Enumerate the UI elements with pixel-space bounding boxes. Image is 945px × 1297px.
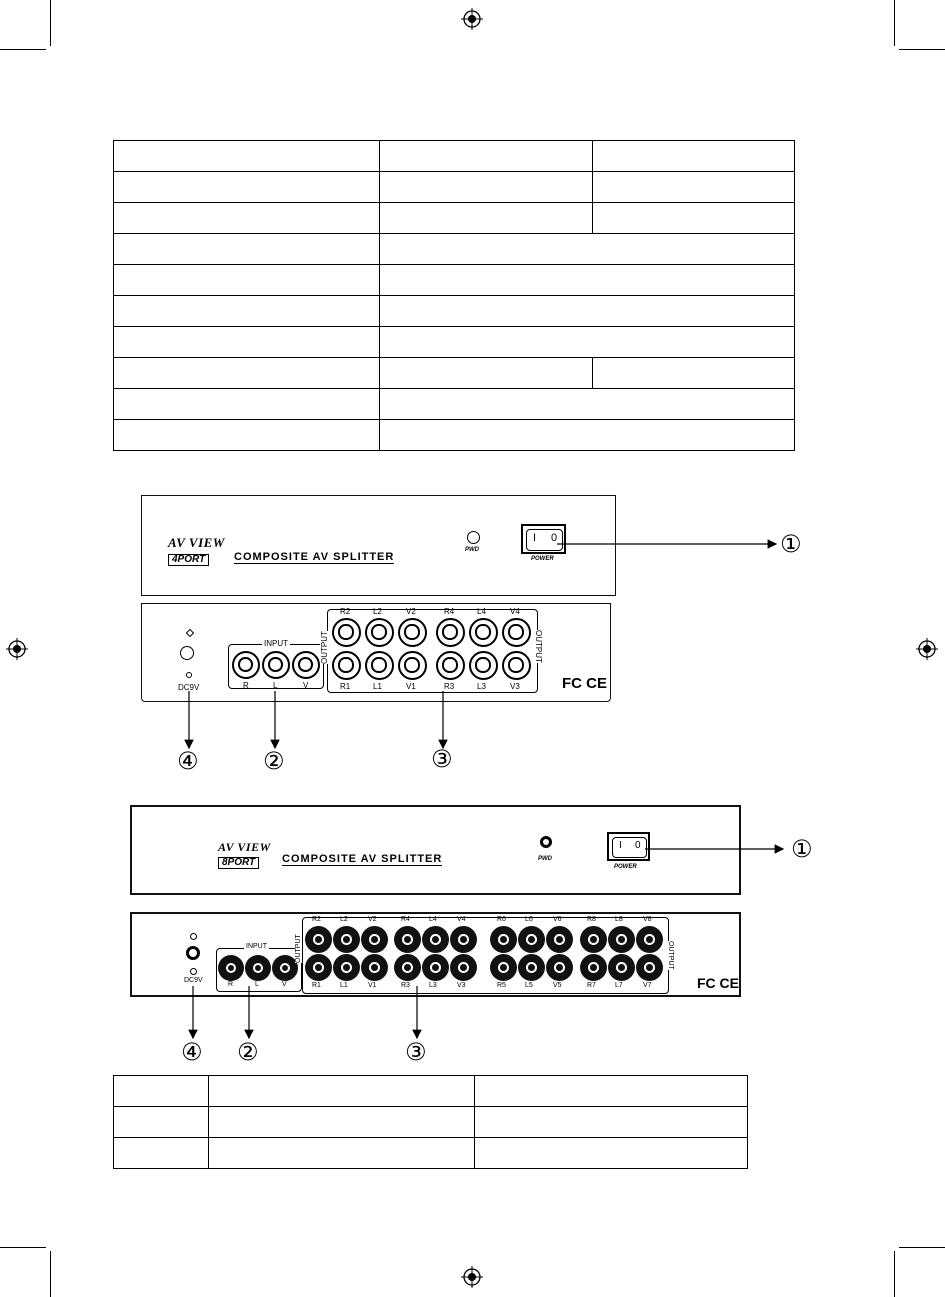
jack-label: R3: [444, 682, 455, 691]
switch-off-mark: 0: [551, 532, 558, 544]
jack-label: R2: [312, 916, 321, 923]
dc-label: DC9V: [178, 683, 200, 692]
jack-label: V1: [406, 682, 416, 691]
power-label: POWER: [614, 864, 637, 870]
jack-label: R2: [340, 607, 351, 616]
jack-label: V3: [457, 982, 466, 989]
jack-label: R: [243, 681, 249, 690]
jack-label: R6: [497, 916, 506, 923]
jack-label: R4: [401, 916, 410, 923]
brand-logo: AV VIEW: [168, 535, 225, 550]
jack-label: R5: [497, 982, 506, 989]
jack-label: L1: [340, 982, 348, 989]
jack-label: R4: [444, 607, 455, 616]
table-row: [114, 1107, 748, 1138]
jack-label: R1: [340, 682, 351, 691]
switch-on-mark: I: [619, 840, 622, 851]
jack-label: L4: [429, 916, 437, 923]
callout-input: ②: [237, 1038, 259, 1066]
callout-input: ②: [263, 747, 285, 775]
pwd-label: PWD: [538, 856, 552, 862]
output-group-label-right: OUTPUT: [667, 941, 674, 970]
output-group-label-right: OUTPUT: [534, 630, 543, 663]
jack-label: V: [303, 681, 309, 690]
jack-label: V2: [406, 607, 416, 616]
certification-marks: FC CE: [697, 975, 739, 991]
jack-label: V4: [510, 607, 520, 616]
jack-label: L2: [373, 607, 382, 616]
jack-label: V3: [510, 682, 520, 691]
input-group-label: INPUT: [264, 639, 288, 648]
jack-label: L: [255, 981, 259, 988]
jack-label: L7: [615, 982, 623, 989]
jack-label: L: [273, 681, 278, 690]
callout-power-switch: ①: [780, 530, 802, 558]
product-name: COMPOSITE AV SPLITTER: [234, 551, 395, 563]
jack-label: V7: [643, 982, 652, 989]
switch-off-mark: 0: [635, 840, 641, 851]
power-label: POWER: [531, 556, 554, 562]
jack-label: L2: [340, 916, 348, 923]
jack-label: V5: [553, 982, 562, 989]
jack-label: V1: [368, 982, 377, 989]
callout-output: ③: [431, 745, 453, 773]
callout-output: ③: [405, 1038, 427, 1066]
jack-label: V2: [368, 916, 377, 923]
switch-on-mark: I: [533, 532, 537, 544]
jack-label: R1: [312, 982, 321, 989]
output-group-label-left: OUTPUT: [295, 934, 302, 963]
jack-label: L5: [525, 982, 533, 989]
jack-label: R3: [401, 982, 410, 989]
jack-label: V6: [553, 916, 562, 923]
table-row: [114, 1138, 748, 1169]
input-group-label: INPUT: [246, 943, 267, 950]
port-badge: 4PORT: [168, 554, 209, 566]
output-group-label-left: OUTPUT: [320, 631, 329, 664]
callout-dc-in: ④: [177, 747, 199, 775]
bottom-table: [113, 1075, 748, 1169]
callout-dc-in: ④: [181, 1038, 203, 1066]
jack-label: L4: [477, 607, 486, 616]
jack-label: L3: [477, 682, 486, 691]
callout-power-switch: ①: [791, 835, 813, 863]
table-row: [114, 1076, 748, 1107]
certification-marks: FC CE: [562, 675, 607, 692]
brand-logo: AV VIEW: [218, 840, 271, 854]
jack-label: L6: [525, 916, 533, 923]
jack-label: V: [282, 981, 287, 988]
jack-label: L8: [615, 916, 623, 923]
jack-label: V8: [643, 916, 652, 923]
dc-label: DC9V: [184, 977, 203, 984]
jack-label: V4: [457, 916, 466, 923]
jack-label: R7: [587, 982, 596, 989]
pwd-label: PWD: [465, 547, 479, 553]
product-name: COMPOSITE AV SPLITTER: [282, 853, 443, 865]
jack-label: R: [228, 981, 234, 988]
jack-label: R8: [587, 916, 596, 923]
jack-label: L3: [429, 982, 437, 989]
port-badge: 8PORT: [218, 857, 259, 869]
jack-label: L1: [373, 682, 382, 691]
